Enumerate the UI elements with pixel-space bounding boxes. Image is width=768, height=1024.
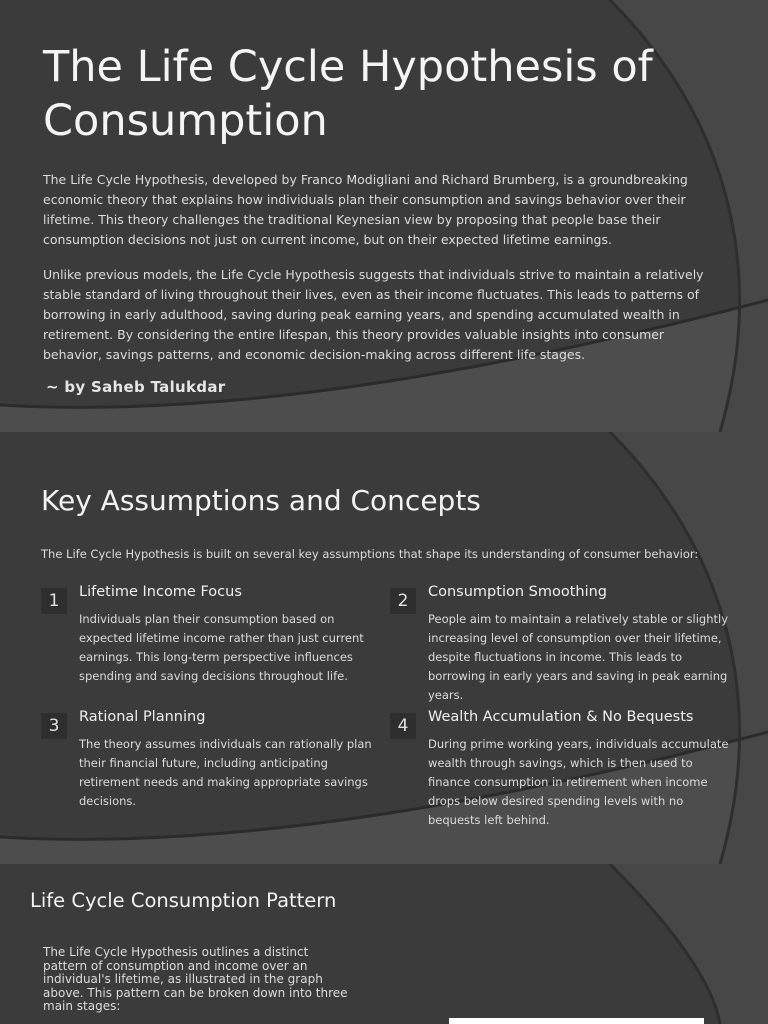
card-body: The theory assumes individuals can rationally plan their financial future, including anticipating retirement needs and making appropriate savings decisions. [79,737,372,808]
card-title: Rational Planning [79,709,206,725]
card-title: Lifetime Income Focus [79,584,242,600]
section-title: Key Assumptions and Concepts [41,484,481,517]
section-paragraph: The Life Cycle Hypothesis outlines a distinct pattern of consumption and income over an individual's lifetime, as illustrated in the graph above. This pattern can be broken down into three main stages: [43,945,348,1013]
card-body: During prime working years, individuals accumulate wealth through savings, which is then used to finance consumption in retirement when income drops below desired spending levels with no bequests left behind. [428,737,729,827]
card-number: 1 [41,588,67,614]
card-title: Consumption Smoothing [428,584,608,600]
intro-paragraph: The Life Cycle Hypothesis, developed by Franco Modigliani and Richard Brumberg, is a groundbreaking economic theory that explains how individuals plan their consumption and savings behavior over their lifetime. This theory challenges the traditional Keynesian view by proposing that people base their consumption decisions not just on current income, but on their expected lifetime earnings. [43,172,688,247]
section-intro: The Life Cycle Hypothesis is built on several key assumptions that shape its understanding of consumer behavior: [41,547,699,561]
section-title: Life Cycle Consumption Pattern [30,889,337,912]
card-body: People aim to maintain a relatively stable or slightly increasing level of consumption over their lifetime, despite fluctuations in income. This leads to borrowing in early years and saving in peak earning years. [428,612,728,702]
page-title: The Life Cycle Hypothesis of Consumption [43,42,653,146]
card-number: 4 [390,713,416,739]
card-body: Individuals plan their consumption based on expected lifetime income rather than just current earnings. This long-term perspective influences spending and saving decisions throughout life. [79,612,364,683]
card-title: Wealth Accumulation & No Bequests [428,709,694,725]
author-line: ~ by Saheb Talukdar [46,378,226,396]
graph-image [449,1018,704,1024]
card-number: 3 [41,713,67,739]
detail-paragraph: Unlike previous models, the Life Cycle Hypothesis suggests that individuals strive to maintain a relatively stable standard of living throughout their lives, even as their income fluctuates. This leads to patterns of borrowing in early adulthood, saving during peak earning years, and spending accumulated wealth in retirement. By considering the entire lifespan, this theory provides valuable insights into consumer behavior, savings patterns, and economic decision-making across different life stages. [43,267,704,362]
card-number: 2 [390,588,416,614]
